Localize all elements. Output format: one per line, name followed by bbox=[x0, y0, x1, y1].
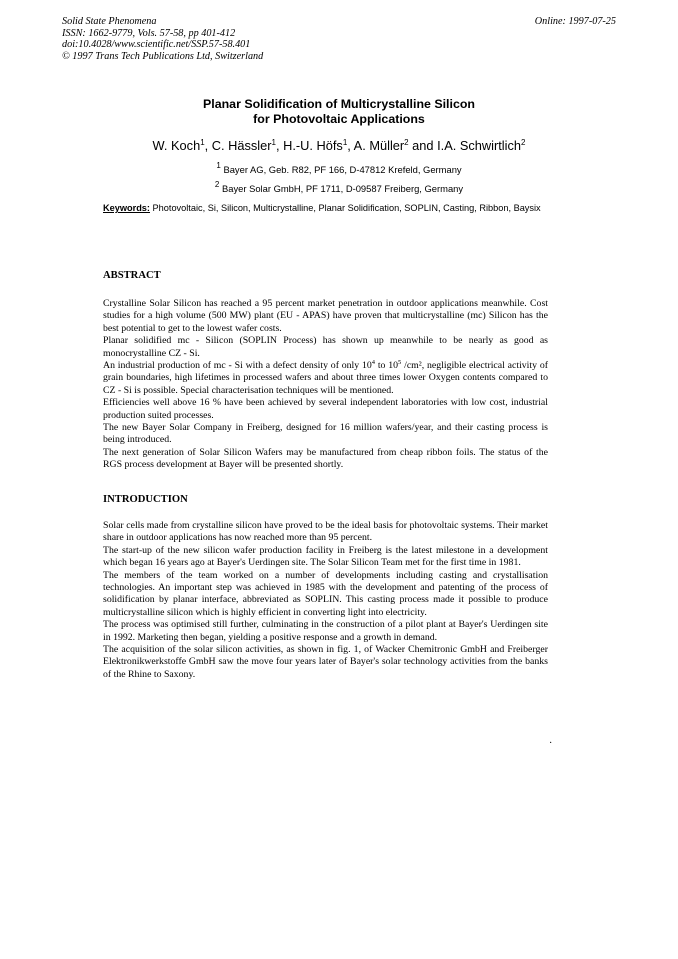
keywords-list: Photovoltaic, Si, Silicon, Multicrystalline, Planar Solidification, SOPLIN, Casting, Ribbon, Baysix bbox=[152, 203, 541, 213]
intro-paragraph: The process was optimised still further, culminating in the construction of a pilot plant at Bayer's Uerdingen site in 1992. Marketing then began, yielding a positive response and a growth in demand. bbox=[103, 619, 548, 643]
online-date: Online: 1997-07-25 bbox=[534, 16, 616, 27]
title-line-1: Planar Solidification of Multicrystalline Silicon bbox=[203, 97, 475, 111]
author-list bbox=[0, 138, 678, 153]
abstract-body bbox=[103, 298, 548, 472]
issn-line: ISSN: 1662-9779, Vols. 57-58, pp 401-412 bbox=[62, 27, 236, 39]
author: H.-U. Höfs$^1$, bbox=[283, 138, 354, 153]
introduction-body bbox=[103, 520, 548, 681]
copyright-line: © 1997 Trans Tech Publications Ltd, Switzerland bbox=[62, 50, 264, 62]
abstract-paragraph: The new Bayer Solar Company in Freiberg, designed for 16 million wafers/year, and their casting process is being introduced. bbox=[103, 422, 548, 446]
paper-title bbox=[0, 97, 678, 127]
author: C. Hässler$^1$, bbox=[211, 138, 284, 153]
abstract-paragraph: Efficiencies well above 16 % have been achieved by several independent laboratories with low cost, industrial production suited processes. bbox=[103, 397, 548, 421]
author: W. Koch$^1$, bbox=[152, 138, 212, 153]
abstract-paragraph: Crystalline Solar Silicon has reached a 95 percent market penetration in outdoor applications meanwhile. Cost studies for a high volume (500 MW) plant (EU - APAS) have proven that multicrystalline (mc) Silicon has the best potential to get to the lowest wafer costs. bbox=[103, 298, 548, 334]
stray-mark: · bbox=[549, 738, 553, 749]
introduction-heading: INTRODUCTION bbox=[103, 494, 188, 505]
doi-line: doi:10.4028/www.scientific.net/SSP.57-58.401 bbox=[62, 39, 251, 51]
affiliation-2: $^2$ Bayer Solar GmbH, PF 1711, D-09587 Freiberg, Germany bbox=[214, 180, 464, 194]
journal-name: Solid State Phenomena bbox=[62, 16, 157, 27]
author: I.A. Schwirtlich$^2$ bbox=[437, 138, 526, 153]
publication-info bbox=[62, 16, 263, 62]
intro-paragraph: The members of the team worked on a number of developments including casting and crystallisation technologies. An important step was achieved in 1985 with the development and patenting of the process of solidification by planar interface, abbreviated as SOPLIN. This casting process made it possible to produce multicrystalline silicon which is highly efficient in converting light into electricity. bbox=[103, 569, 548, 618]
author: A. Müller$^2$ and bbox=[353, 138, 438, 153]
abstract-heading: ABSTRACT bbox=[103, 270, 161, 281]
abstract-paragraph: An industrial production of mc - Si with a defect density of only $10^4$ to $10^5$ /cm², negligible electrical activity of grain boundaries, high lifetimes in processed wafers and about three times lower Oxygen contents compared to CZ - Si is possible. Special characterisation techniques will be mentioned. bbox=[103, 359, 548, 396]
intro-paragraph: The start-up of the new silicon wafer production facility in Freiberg is the latest milestone in a development which began 16 years ago at Bayer's Uerdingen site. The Solar Silicon Team met for the first time in 1981. bbox=[103, 544, 548, 569]
keywords-label: Keywords: bbox=[103, 203, 150, 213]
abstract-paragraph: The next generation of Solar Silicon Wafers may be manufactured from cheap ribbon foils. The status of the RGS process development at Bayer will be presented shortly. bbox=[103, 446, 548, 471]
title-line-2: for Photovoltaic Applications bbox=[253, 112, 425, 126]
abstract-paragraph: Planar solidified mc - Silicon (SOPLIN Process) has shown up meanwhile to be nearly as good as monocrystalline CZ - Si. bbox=[103, 335, 548, 359]
intro-paragraph: Solar cells made from crystalline silicon have proved to be the ideal basis for photovoltaic systems. Their market share in outdoor applications has now reached more than 95 percent. bbox=[103, 520, 548, 544]
keywords-block bbox=[103, 203, 551, 214]
affiliation-1: $^1$ Bayer AG, Geb. R82, PF 166, D-47812 Krefeld, Germany bbox=[216, 161, 462, 175]
intro-paragraph: The acquisition of the solar silicon activities, as shown in fig. 1, of Wacker Chemitronic GmbH and Freiberger Elektronikwerkstoffe GmbH saw the move four years later of Bayer's solar technology activities from the banks of the Rhine to Saxony. bbox=[103, 644, 548, 680]
